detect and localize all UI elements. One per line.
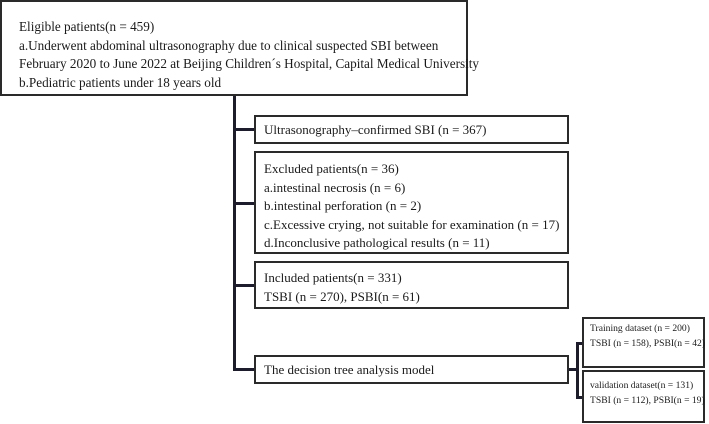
model-title: The decision tree analysis model bbox=[264, 362, 435, 377]
eligible-criterion-a: a.Underwent abdominal ultrasonography due to clinical suspected SBI between bbox=[19, 37, 439, 53]
confirmed-sbi-box bbox=[254, 115, 569, 144]
excluded-patients-box bbox=[254, 151, 569, 254]
branch-excluded bbox=[233, 202, 254, 205]
validation-title: validation dataset(n = 131) bbox=[590, 380, 694, 391]
trunk-connector bbox=[233, 95, 236, 370]
excluded-reason-b: b.intestinal perforation (n = 2) bbox=[264, 198, 422, 213]
branch-confirmed bbox=[233, 128, 254, 131]
excluded-title: Excluded patients(n = 36) bbox=[264, 161, 399, 176]
eligible-criterion-a-cont: February 2020 to June 2022 at Beijing Children´s Hospital, Capital Medical University bbox=[19, 56, 480, 71]
training-title: Training dataset (n = 200) bbox=[590, 323, 690, 334]
confirmed-title: Ultrasonography–confirmed SBI (n = 367) bbox=[264, 122, 487, 137]
branch-included bbox=[233, 284, 254, 287]
excluded-reason-d: d.Inconclusive pathological results (n = 11) bbox=[264, 235, 490, 250]
validation-detail: TSBI (n = 112), PSBI(n = 19) bbox=[590, 394, 705, 406]
split-vertical-connector bbox=[576, 342, 579, 398]
excluded-reason-c: c.Excessive crying, not suitable for examination (n = 17) bbox=[264, 216, 560, 232]
decision-tree-model-box bbox=[254, 355, 569, 384]
eligible-title: Eligible patients(n = 459) bbox=[19, 19, 155, 34]
included-title: Included patients(n = 331) bbox=[264, 270, 402, 285]
included-detail: TSBI (n = 270), PSBI(n = 61) bbox=[264, 288, 420, 304]
training-detail: TSBI (n = 158), PSBI(n = 42) bbox=[590, 337, 706, 349]
training-dataset-box bbox=[582, 317, 705, 368]
excluded-reason-a: a.intestinal necrosis (n = 6) bbox=[264, 179, 406, 195]
validation-dataset-box bbox=[582, 370, 705, 423]
branch-model bbox=[233, 368, 254, 371]
included-patients-box bbox=[254, 261, 569, 309]
eligible-criterion-b: b.Pediatric patients under 18 years old bbox=[19, 74, 222, 90]
eligible-patients-box bbox=[0, 0, 480, 96]
